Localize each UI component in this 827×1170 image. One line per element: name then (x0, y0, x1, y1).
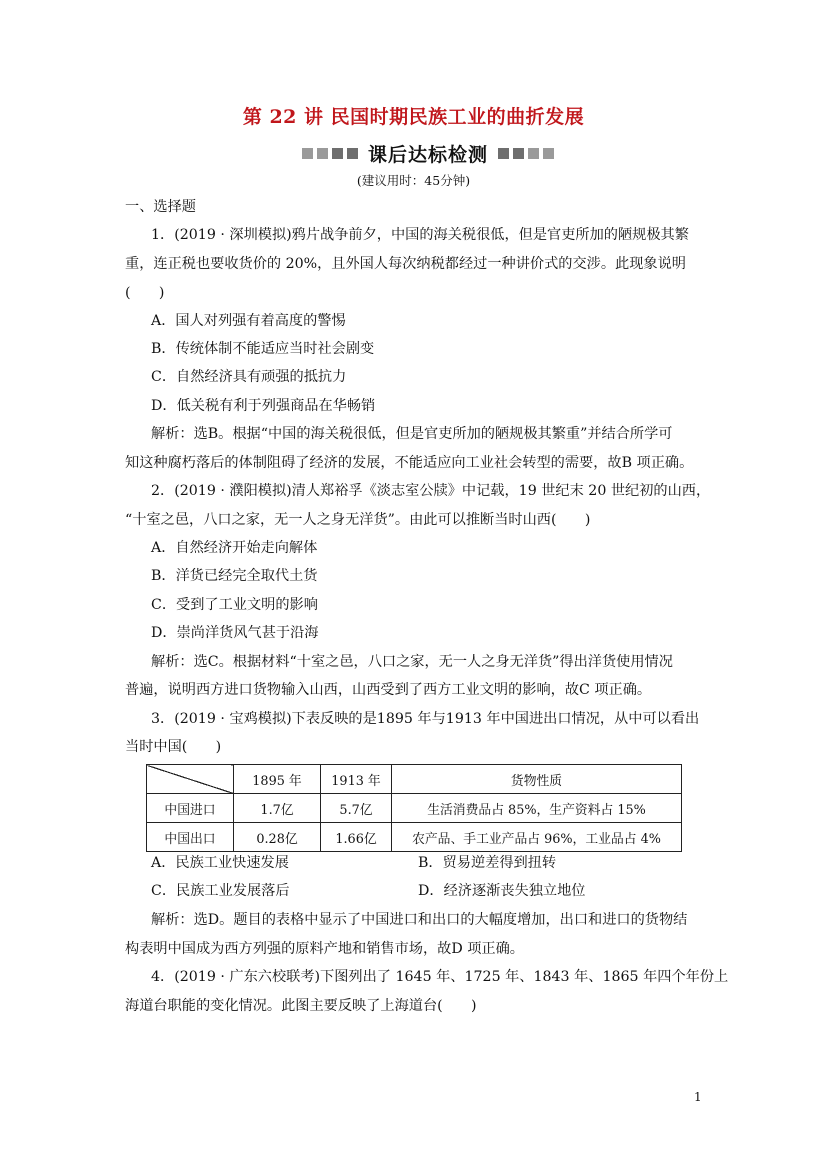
text-line: C．受到了工业文明的影响 (151, 597, 318, 613)
text-line: D．崇尚洋货风气甚于沿海 (151, 625, 319, 641)
section-heading: 一、选择题 (125, 199, 196, 215)
text-line: “十室之邑，八口之家，无一人之身无洋货”。由此可以推断当时山西( ) (125, 512, 591, 528)
table-header-cell: 货物性质 (392, 765, 682, 794)
banner-label: 课后达标检测 (367, 143, 488, 166)
banner-square-decoration (528, 148, 539, 159)
text-line: 当时中国( ) (125, 739, 222, 755)
text-line: 3．(2019 · 宝鸡模拟)下表反映的是1895 年与1913 年中国进出口情况，从中可以看出 (151, 711, 700, 727)
text-line: 解析：选B。根据“中国的海关税很低，但是官吏所加的陋规极其繁重”并结合所学可 (151, 426, 673, 442)
table-row (147, 823, 682, 852)
text-line: 解析：选C。根据材料“十室之邑，八口之家，无一人之身无洋货”得出洋货使用情况 (151, 654, 673, 670)
banner-square-decoration (347, 148, 358, 159)
banner-square-decoration (317, 148, 328, 159)
table-header-cell: 1913 年 (321, 765, 392, 794)
page-number: 1 (694, 1090, 702, 1104)
text-line: 构表明中国成为西方列强的原料产地和销售市场，故D 项正确。 (125, 941, 524, 957)
text-line: 4．(2019 · 广东六校联考)下图列出了 1645 年、1725 年、1843 年、1865 年四个年份上 (151, 969, 729, 985)
table-cell: 中国出口 (147, 823, 234, 852)
text-line: 解析：选D。题目的表格中显示了中国进口和出口的大幅度增加，出口和进口的货物结 (151, 912, 688, 928)
table-cell: 生活消费品占 85%，生产资料占 15% (392, 794, 682, 823)
table-header-row (147, 765, 682, 794)
text-line: 重，连正税也要收货价的 20%，且外国人每次纳税都经过一种讲价式的交涉。此现象说明 (125, 256, 686, 272)
section-banner (268, 140, 588, 166)
trade-table (146, 764, 682, 852)
table-cell: 1.7亿 (234, 794, 321, 823)
answer-option: C．民族工业发展落后 (151, 883, 290, 899)
answer-option: B．贸易逆差得到扭转 (418, 855, 557, 871)
text-line: D．低关税有利于列强商品在华畅销 (151, 398, 376, 414)
page-title: 第 22 讲 民国时期民族工业的曲折发展 (242, 106, 585, 128)
text-line: 1．(2019 · 深圳模拟)鸦片战争前夕，中国的海关税很低，但是官吏所加的陋规极其繁 (151, 227, 689, 243)
text-line: C．自然经济具有顽强的抵抗力 (151, 369, 347, 385)
table-cell: 农产品、手工业产品占 96%，工业品占 4% (392, 823, 682, 852)
table-header-cell (147, 765, 234, 794)
text-line: B．传统体制不能适应当时社会剧变 (151, 341, 375, 357)
text-line: A．国人对列强有着高度的警惕 (151, 313, 346, 329)
banner-square-decoration (302, 148, 313, 159)
table-cell: 5.7亿 (321, 794, 392, 823)
answer-option: D．经济逐渐丧失独立地位 (418, 883, 586, 899)
banner-square-decoration (513, 148, 524, 159)
banner-square-decoration (498, 148, 509, 159)
table-cell: 1.66亿 (321, 823, 392, 852)
banner-square-decoration (543, 148, 554, 159)
banner-square-decoration (332, 148, 343, 159)
time-note: (建议用时：45分钟) (356, 173, 471, 188)
table-cell: 中国进口 (147, 794, 234, 823)
text-line: 2．(2019 · 濮阳模拟)清人郑裕孚《淡志室公牍》中记载，19 世纪末 20 世纪初的山西， (151, 483, 711, 499)
text-line: 海道台职能的变化情况。此图主要反映了上海道台( ) (125, 998, 477, 1014)
text-line: A．自然经济开始走向解体 (151, 540, 318, 556)
answer-option: A．民族工业快速发展 (151, 855, 289, 871)
table-cell: 0.28亿 (234, 823, 321, 852)
table-header-cell: 1895 年 (234, 765, 321, 794)
text-line: ( ) (125, 285, 165, 301)
table-row (147, 794, 682, 823)
text-line: 知这种腐朽落后的体制阻碍了经济的发展，不能适应向工业社会转型的需要，故B 项正确。 (125, 455, 694, 471)
text-line: B．洋货已经完全取代土货 (151, 568, 318, 584)
text-line: 普遍，说明西方进口货物输入山西，山西受到了西方工业文明的影响，故C 项正确。 (125, 682, 652, 698)
